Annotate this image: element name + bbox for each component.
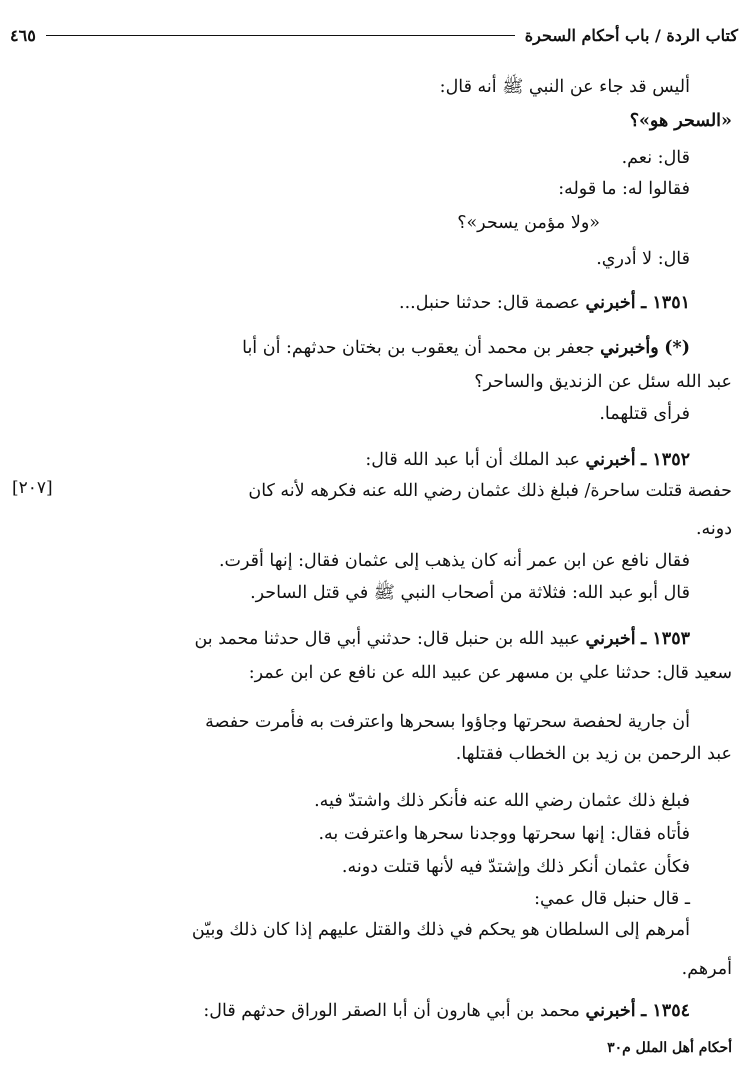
text-line-4: فقالوا له: ما قوله: (558, 179, 690, 199)
running-header (10, 20, 738, 50)
hadith-text: عبيد الله بن حنبل قال: حدثني أبي قال حدثنا محمد بن (194, 629, 580, 649)
text-line-13: دونه. (695, 519, 732, 539)
hadith-text: محمد بن أبي هارون أن أبا الصقر الوراق حدثهم قال: (203, 1001, 580, 1021)
text-line-19: عبد الرحمن بن زيد بن الخطاب فقتلها. (455, 744, 732, 764)
text-line-20: فبلغ ذلك عثمان رضي الله عنه فأنكر ذلك واشتدّ فيه. (314, 791, 690, 811)
hadith-1353 (18, 626, 690, 652)
hadith-keyword: أخبرني (585, 293, 636, 313)
text-line-1: أليس قد جاء عن النبي ﷺ أنه قال: (439, 77, 690, 97)
text-line-24: أمرهم إلى السلطان هو يحكم في ذلك والقتل عليهم إذا كان ذلك وبيّن (191, 920, 690, 940)
hadith-number: ١٣٥١ ـ (641, 293, 690, 313)
text-line-18: أن جارية لحفصة سحرتها وجاؤوا بسحرها واعترفت به فأمرت حفصة (205, 712, 690, 732)
text-line-25: أمرهم. (681, 959, 732, 979)
hadith-text: عبد الملك أن أبا عبد الله قال: (365, 450, 580, 470)
star-mark: (*) (664, 338, 690, 358)
signature-mark: أحكام أهل الملل م٣٠ (607, 1040, 732, 1056)
hadith-keyword: أخبرني (585, 1001, 636, 1021)
hadith-number: ١٣٥٢ ـ (641, 450, 690, 470)
manuscript-folio-ref: [٢٠٧] (12, 478, 53, 498)
hadith-number: ١٣٥٣ ـ (641, 629, 690, 649)
text-line-9: عبد الله سئل عن الزنديق والساحر؟ (474, 372, 732, 392)
hadith-keyword: أخبرني (585, 450, 636, 470)
quote-line: «ولا مؤمن يسحر»؟ (457, 213, 600, 233)
header-title: كتاب الردة / باب أحكام السحرة (524, 25, 738, 45)
text-line-21: فأتاه فقال: إنها سحرتها ووجدنا سحرها واعترفت به. (318, 824, 690, 844)
text-line-15: قال أبو عبد الله: فثلاثة من أصحاب النبي ﷺ في قتل الساحر. (250, 583, 690, 603)
text-line-12: حفصة قتلت ساحرة/ فبلغ ذلك عثمان رضي الله عنه فكرهه لأنه كان (248, 481, 732, 501)
text-line-17: سعيد قال: حدثنا علي بن مسهر عن عبيد الله عن نافع عن ابن عمر: (248, 663, 732, 683)
hadith-1351 (18, 290, 690, 316)
hadith-keyword: أخبرني (585, 629, 636, 649)
hadith-1354 (18, 998, 690, 1024)
hadith-1352 (18, 447, 690, 473)
text-line-14: فقال نافع عن ابن عمر أنه كان يذهب إلى عثمان فقال: إنها أقرت. (218, 551, 690, 571)
text-line-10: فرأى قتلهما. (599, 404, 690, 424)
header-rule (46, 35, 515, 36)
hadith-text: جعفر بن محمد أن يعقوب بن بختان حدثهم: أن أبا (242, 338, 595, 358)
text-line-3: قال: نعم. (621, 148, 690, 168)
hadith-keyword: وأخبرني (600, 338, 659, 358)
hadith-number: ١٣٥٤ ـ (641, 1001, 690, 1021)
page-number: ٤٦٥ (10, 25, 36, 45)
text-line-22: فكأن عثمان أنكر ذلك وإشتدّ فيه لأنها قتلت دونه. (341, 857, 690, 877)
text-line-2: «السحر هو»؟ (629, 111, 732, 131)
hadith-starred (18, 335, 690, 361)
hadith-text: عصمة قال: حدثنا حنبل... (399, 293, 580, 313)
text-line-6: قال: لا أدري. (596, 249, 690, 269)
text-line-23: ـ قال حنبل قال عمي: (534, 889, 690, 909)
